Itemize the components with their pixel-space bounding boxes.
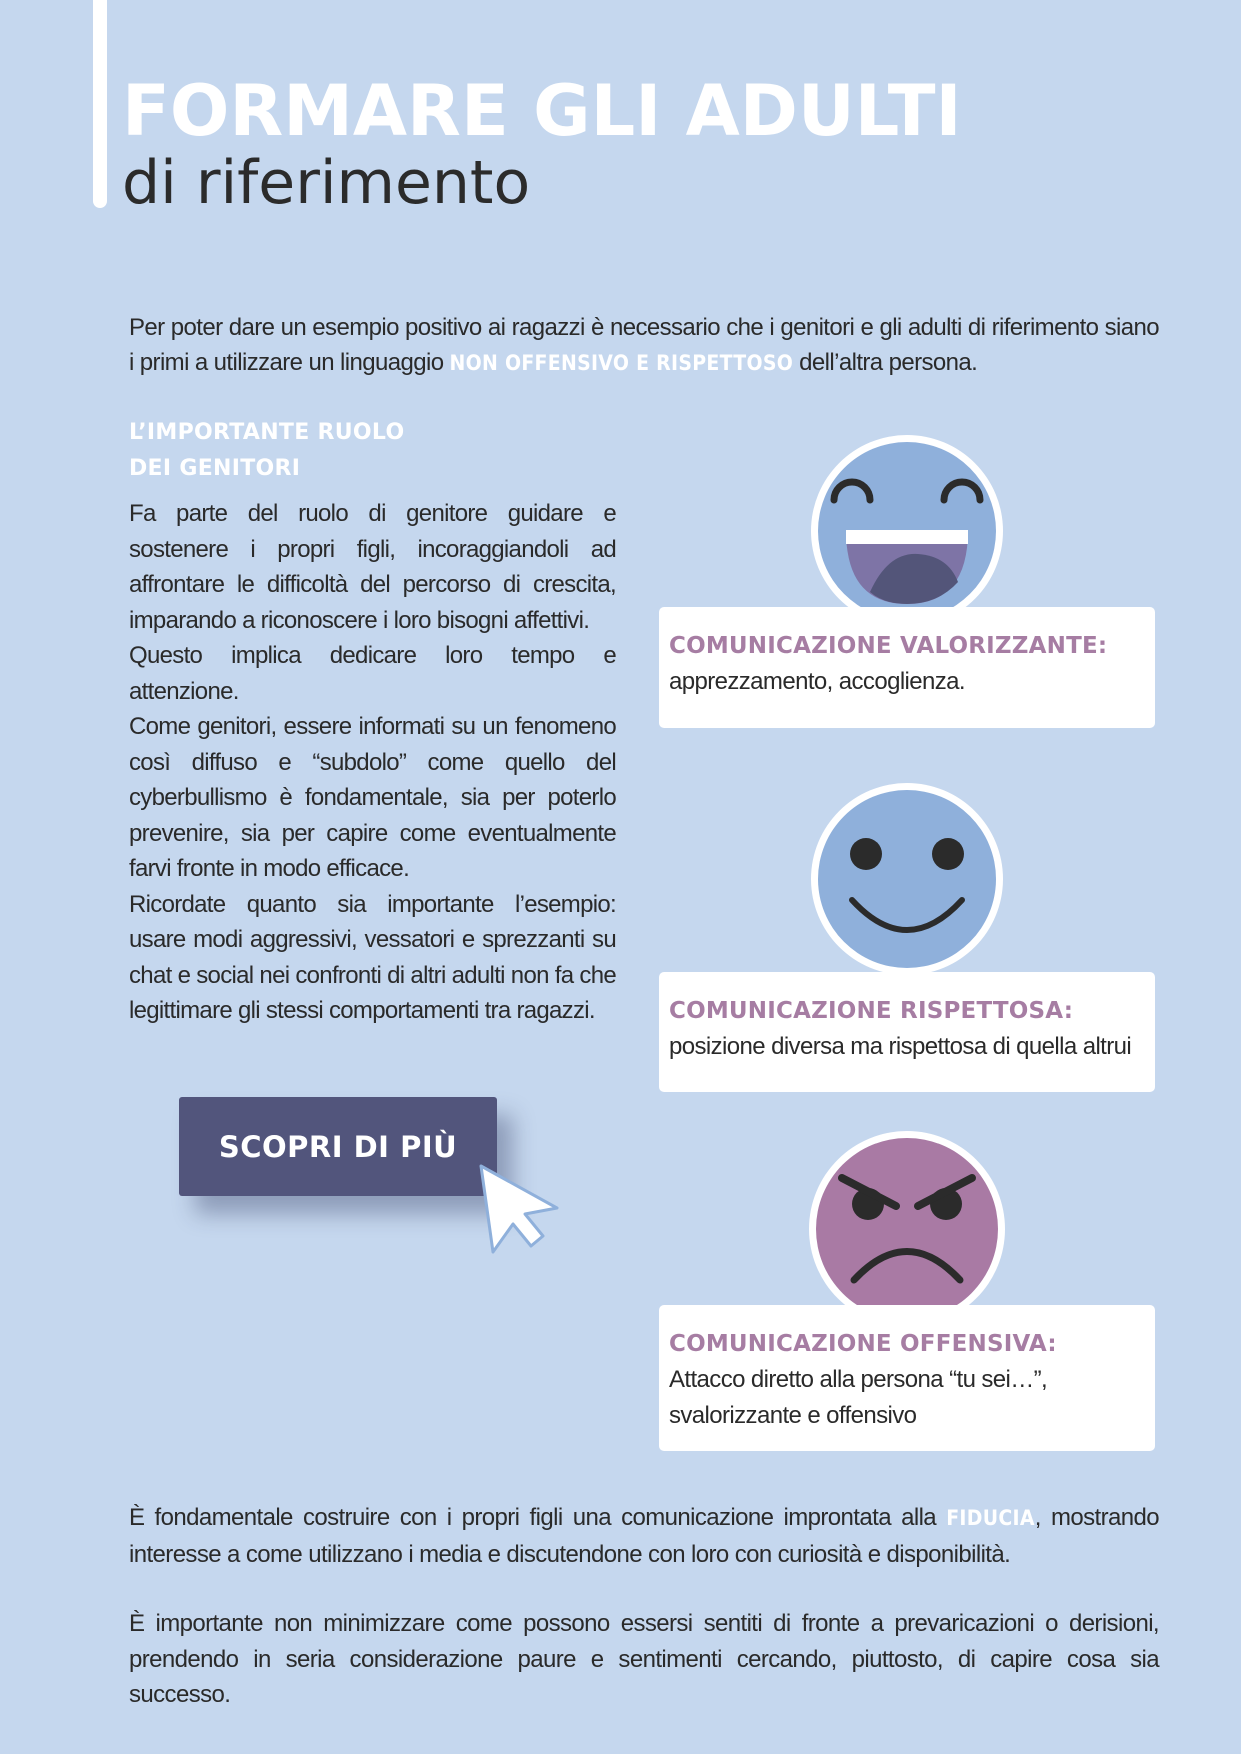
footer-text-start: È fondamentale costruire con i propri figli una comunicazione improntata alla xyxy=(129,1504,947,1531)
card-rispettosa xyxy=(659,972,1155,1092)
intro-paragraph xyxy=(129,310,1159,381)
section-paragraph: Questo implica dedicare loro tempo e attenzione. xyxy=(129,642,616,705)
smiling-face-icon xyxy=(808,780,1006,978)
intro-text-end: dell’altra persona. xyxy=(793,349,978,376)
intro-highlight: NON OFFENSIVO E RISPETTOSO xyxy=(449,351,794,375)
card-description: posizione diversa ma rispettosa di quella altrui xyxy=(669,1033,1132,1060)
discover-more-button[interactable]: SCOPRI DI PIÙ xyxy=(179,1097,497,1196)
card-description: apprezzamento, accoglienza. xyxy=(669,668,965,695)
title-accent-bar xyxy=(93,0,107,208)
section-paragraph: Ricordate quanto sia importante l’esempio: usare modi aggressivi, vessatori e sprezzanti su chat e social nei confronti di altri adulti non fa che legittimare gli stessi comportamenti tra ragazzi. xyxy=(129,890,616,1024)
page-subtitle: di riferimento xyxy=(122,148,531,218)
footer-paragraph-support: È importante non minimizzare come possono essersi sentiti di fronte a prevaricazioni o derisioni, prendendo in seria considerazione paure e sentimenti cercando, piuttosto, di capire cosa sia successo. xyxy=(129,1610,1159,1708)
cursor-arrow-icon xyxy=(475,1162,565,1262)
section-heading-line1: L’IMPORTANTE RUOLO xyxy=(129,420,405,445)
footer-paragraph-trust xyxy=(129,1500,1159,1572)
angry-face-icon xyxy=(806,1128,1008,1330)
card-title: COMUNICAZIONE OFFENSIVA: xyxy=(669,1331,1057,1357)
card-description: Attacco diretto alla persona “tu sei…”, svalorizzante e offensivo xyxy=(669,1366,1048,1429)
card-valorizzante xyxy=(659,607,1155,728)
laughing-face-icon xyxy=(808,432,1006,630)
section-body xyxy=(129,496,616,1029)
card-title: COMUNICAZIONE RISPETTOSA: xyxy=(669,998,1074,1024)
footer-highlight: FIDUCIA xyxy=(946,1506,1035,1530)
card-offensiva xyxy=(659,1305,1155,1451)
section-heading-line2: DEI GENITORI xyxy=(129,456,301,481)
intro-text-start: Per poter dare un esempio positivo ai ragazzi è necessario che i genitori e gli adulti di riferimento siano i primi a utilizzare un linguaggio xyxy=(129,314,1159,376)
footer-text-end: , mostrando interesse a come utilizzano i media e discutendone con loro con curiosità e disponibilità. xyxy=(129,1504,1159,1568)
section-paragraph: Come genitori, essere informati su un fenomeno così diffuso e “subdolo” come quello del cyberbullismo è fondamentale, sia per poterlo prevenire, sia per capire come eventualmente farvi fronte in modo efficace. xyxy=(129,713,616,882)
section-heading xyxy=(129,415,404,487)
card-title: COMUNICAZIONE VALORIZZANTE: xyxy=(669,633,1108,659)
page-title: FORMARE GLI ADULTI xyxy=(122,70,962,152)
section-paragraph: Fa parte del ruolo di genitore guidare e sostenere i propri figli, incoraggiandoli ad affrontare le difficoltà del percorso di crescita, imparando a riconoscere i loro bisogni affettivi. xyxy=(129,500,616,634)
